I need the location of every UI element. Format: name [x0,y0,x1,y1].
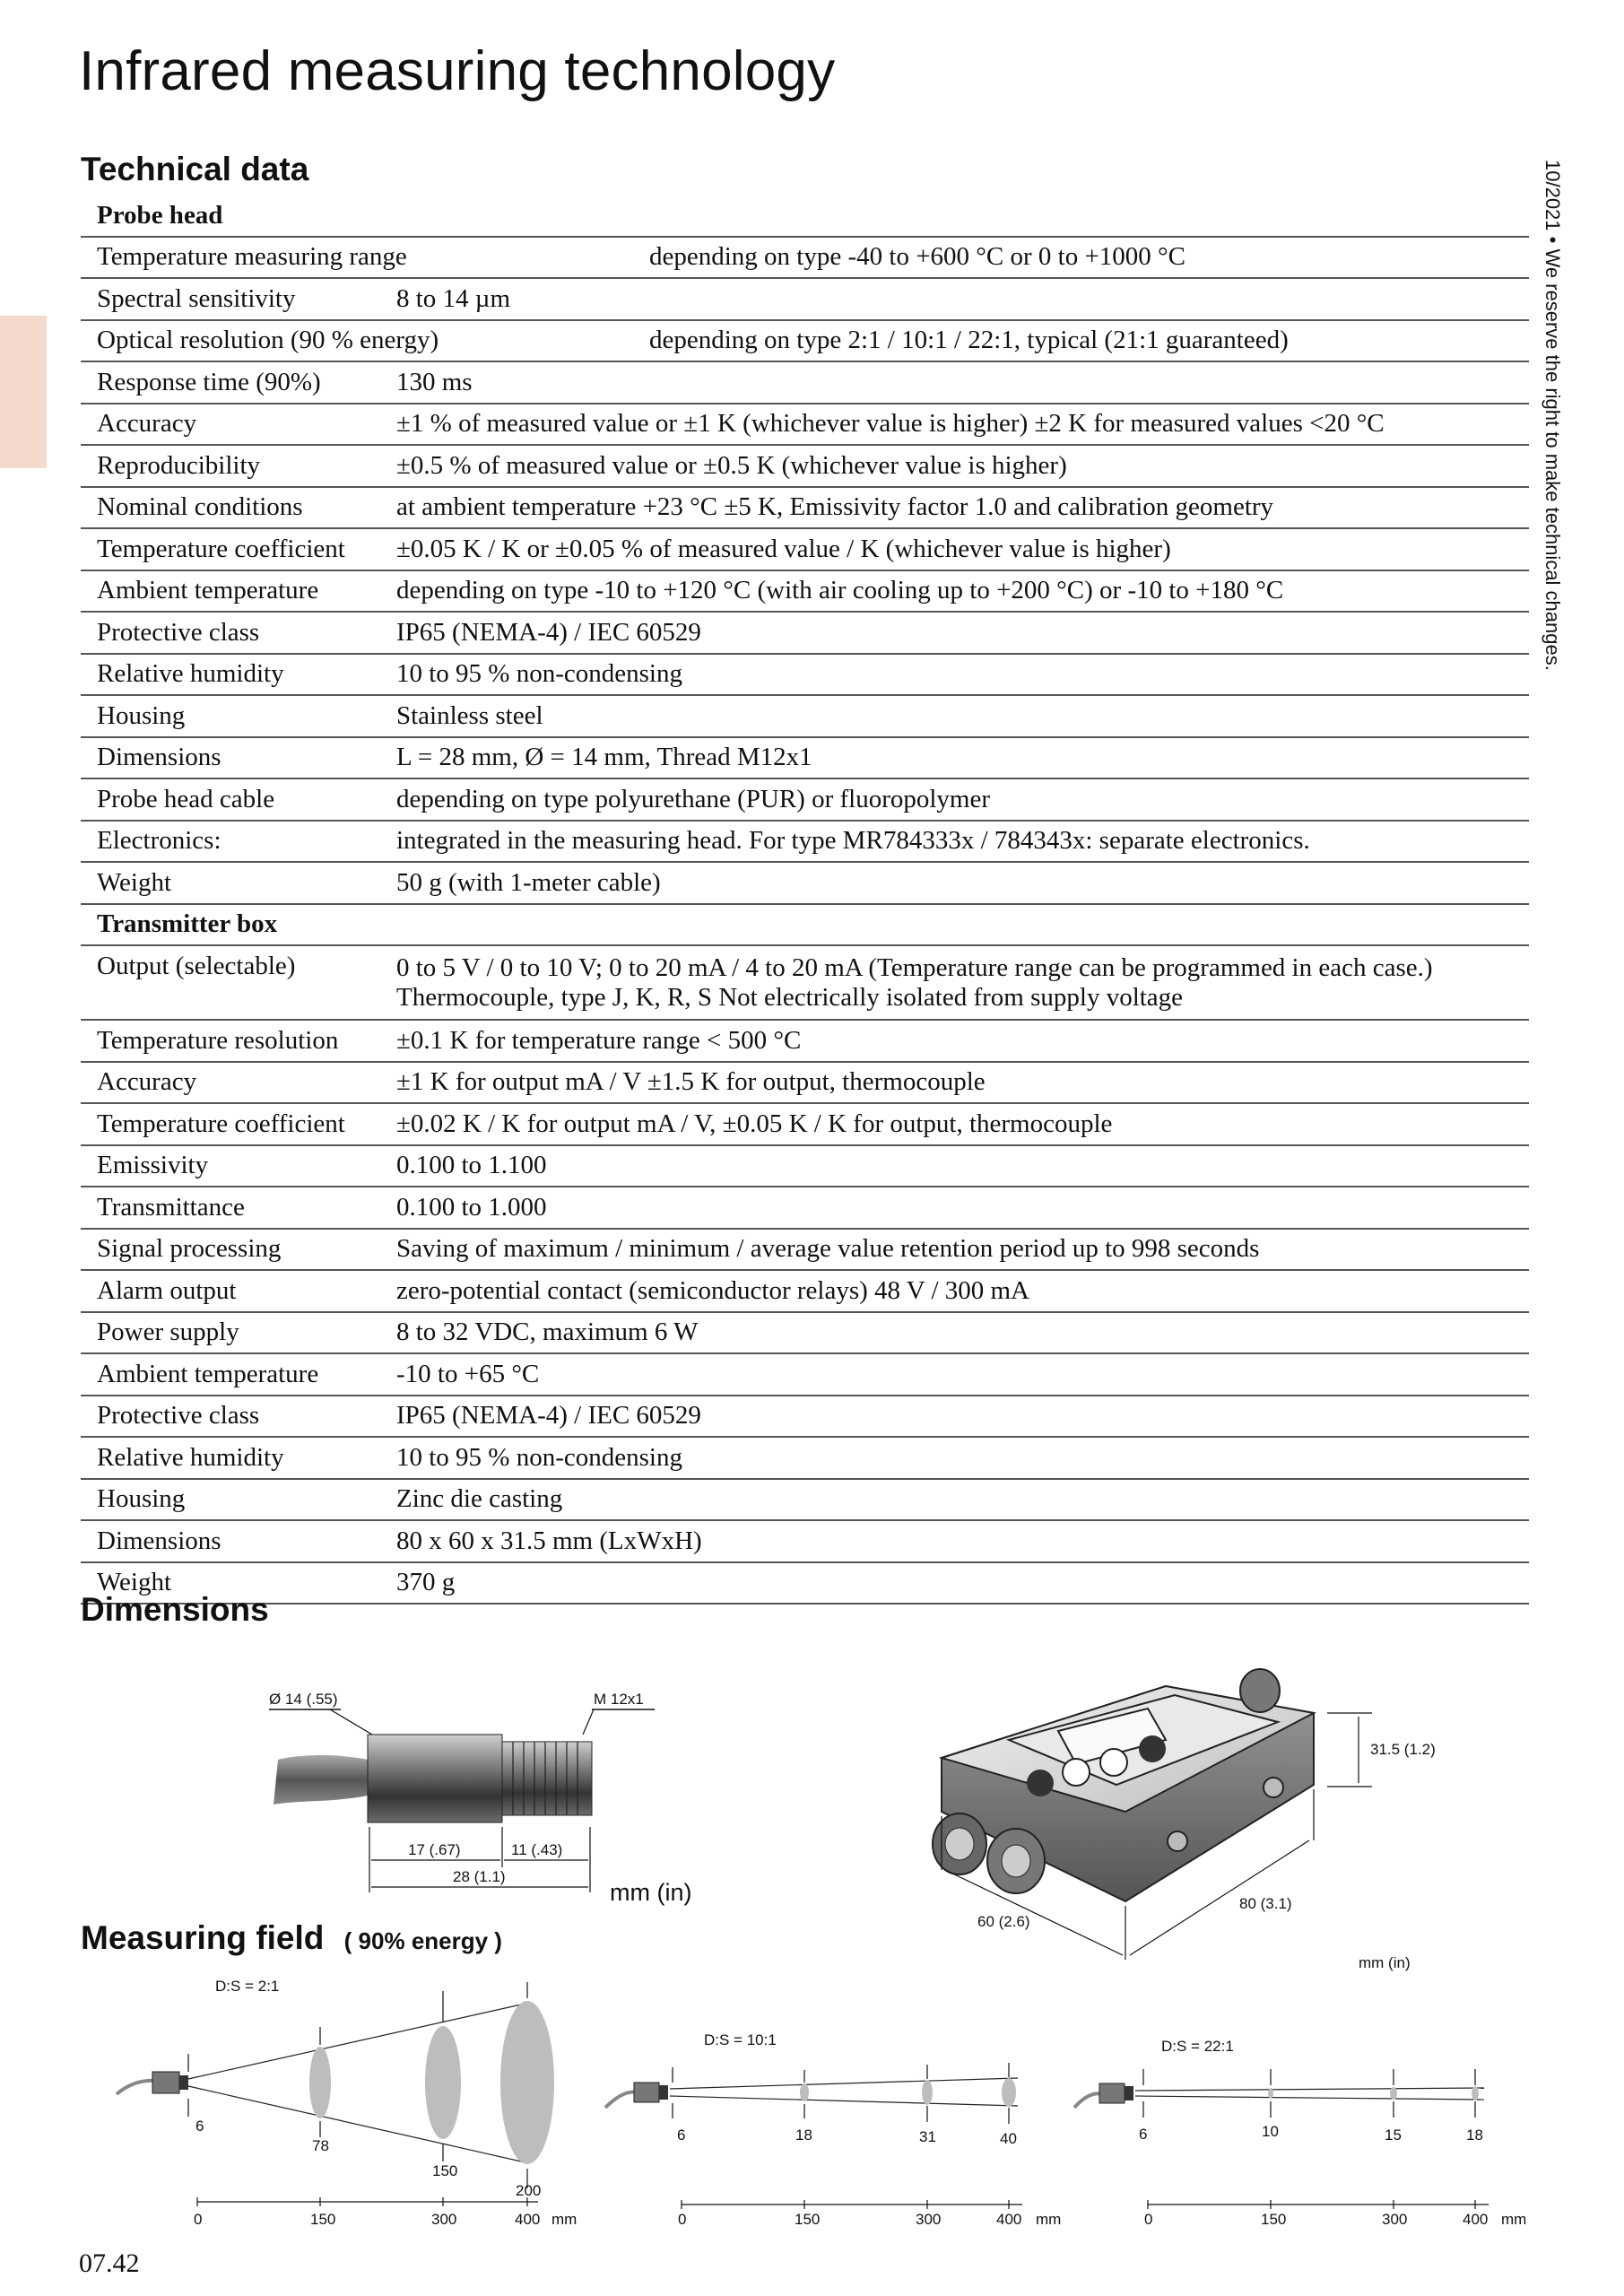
measuring-field-diagram-22-1 [1067,2022,1533,2233]
spec-value-cell [396,1145,1529,1187]
spec-value: L = 28 mm, Ø = 14 mm, Thread M12x1 [396,743,812,772]
spec-row-cell [81,237,1529,279]
spec-row-cell [81,320,1529,362]
spec-row [81,237,1529,279]
spec-label: Nominal conditions [81,487,396,529]
spec-row [81,1353,1529,1396]
spec-label: Housing [81,1479,396,1521]
spec-value-cell [396,1062,1529,1104]
axis-label: 150 [1261,2211,1287,2228]
spec-row [81,1062,1529,1104]
spec-row [81,695,1529,737]
spec-row [81,1020,1529,1062]
spec-value-cell [396,821,1529,863]
spec-label: Protective class [81,1396,396,1438]
spec-value: 130 ms [396,367,473,396]
axis-label: 400 [1463,2211,1489,2228]
spec-label: Temperature coefficient [81,1103,396,1145]
spot-label: 6 [677,2126,686,2144]
page-title: Infrared measuring technology [79,40,836,102]
accent-bar [0,316,47,468]
spec-label: Ambient temperature [81,1353,396,1396]
probe-units: mm (in) [610,1879,692,1906]
probe-total-label: 28 (1.1) [453,1868,506,1885]
axis-label: 0 [678,2211,687,2228]
axis-label: 0 [194,2211,203,2228]
spot-label: 18 [1466,2126,1483,2144]
spec-value-cell [396,862,1529,904]
spec-label: Dimensions [81,737,396,779]
ratio-label: D:S = 10:1 [704,2031,777,2048]
spec-value: Saving of maximum / minimum / average value retention period up to 998 seconds [396,1234,1260,1264]
side-note [1541,160,1580,716]
spot-label: 18 [795,2126,812,2144]
spec-label: Electronics: [81,821,396,863]
spec-row [81,612,1529,654]
box-height-label: 31.5 (1.2) [1370,1741,1436,1758]
axis-unit: mm [1036,2211,1062,2228]
spec-value-cell [396,1103,1529,1145]
spec-row [81,1270,1529,1312]
spec-label: Signal processing [81,1229,396,1271]
spec-value-cell [396,695,1529,737]
spec-row [81,1229,1529,1271]
spec-label: Response time (90%) [81,361,396,404]
spec-label: Weight [81,1562,396,1605]
spec-row [81,945,1529,1020]
spec-value: depending on type -10 to +120 °C (with air cooling up to +200 °C) or -10 to +180 °C [396,576,1284,605]
spec-value-cell [396,528,1529,570]
group-header: Transmitter box [81,904,1529,946]
spec-label: Relative humidity [81,654,396,696]
spec-row [81,404,1529,446]
spot-label: 200 [516,2182,542,2199]
spec-row [81,361,1529,404]
spec-row [81,654,1529,696]
spec-label: Emissivity [81,1145,396,1187]
spec-value-cell [396,1270,1529,1312]
spec-label: Relative humidity [81,1437,396,1479]
spec-value: 370 g [396,1568,456,1597]
spot-label: 6 [195,2118,204,2135]
spec-value: 50 g (with 1-meter cable) [396,867,661,897]
spot-label: 10 [1262,2123,1279,2140]
spec-value-cell [396,570,1529,613]
technical-data-heading: Technical data [81,151,309,187]
spec-row [81,1520,1529,1562]
spec-label: Temperature measuring range [97,242,407,272]
spec-label: Spectral sensitivity [81,278,396,320]
dimensions-heading: Dimensions [81,1591,269,1628]
probe-dia-label: Ø 14 (.55) [269,1691,338,1708]
spec-value: ±0.02 K / K for output mA / V, ±0.05 K / K for output, thermocouple [396,1109,1113,1138]
spec-row [81,778,1529,821]
spec-value: depending on type 2:1 / 10:1 / 22:1, typical (21:1 guaranteed) [649,326,1289,355]
spec-row [81,1187,1529,1229]
transmitter-box-drawing [906,1605,1462,2000]
probe-len1-label: 17 (.67) [408,1841,461,1858]
spot-label: 15 [1385,2126,1402,2144]
spot-label: 150 [432,2162,458,2179]
spot-label: 6 [1139,2126,1148,2143]
spec-row [81,1145,1529,1187]
spec-value-cell [396,1479,1529,1521]
axis-unit: mm [1501,2211,1527,2228]
measuring-field-title: Measuring field [81,1919,325,1956]
spec-value: IP65 (NEMA-4) / IEC 60529 [396,617,701,647]
ratio-label: D:S = 2:1 [215,1978,280,1995]
axis-label: 150 [310,2211,336,2228]
spec-value-cell [396,654,1529,696]
spec-row [81,528,1529,570]
spec-value: Zinc die casting [396,1484,563,1514]
spec-value-cell [396,1353,1529,1396]
axis-label: 300 [1382,2211,1408,2228]
box-units: mm (in) [1359,1954,1411,1971]
spec-value-cell [396,445,1529,487]
spec-value-cell [396,1187,1529,1229]
spec-row [81,570,1529,613]
spec-row [81,862,1529,904]
spec-value: 0 to 5 V / 0 to 10 V; 0 to 20 mA / 4 to 20 mA (Temperature range can be programmed in each case.) [396,952,1433,982]
spec-row [81,320,1529,362]
spec-value-cell [396,1396,1529,1438]
spec-value-cell [396,404,1529,446]
spot-label: 78 [312,2137,329,2154]
axis-label: 400 [996,2211,1022,2228]
spec-value: -10 to +65 °C [396,1359,540,1388]
spot-label: 40 [1000,2130,1017,2147]
axis-label: 150 [795,2211,821,2228]
spec-value: zero-potential contact (semiconductor relays) 48 V / 300 mA [396,1275,1029,1305]
probe-dimension-drawing [260,1670,726,1903]
box-width-label: 60 (2.6) [977,1913,1030,1930]
measuring-field-diagram-2-1 [108,1973,592,2233]
spec-value: ±1 K for output mA / V ±1.5 K for output, thermocouple [396,1067,986,1097]
spec-label: Power supply [81,1312,396,1354]
spec-value-cell [396,1020,1529,1062]
spec-row [81,1396,1529,1438]
axis-label: 300 [431,2211,457,2228]
spec-row [81,821,1529,863]
spec-label: Transmittance [81,1187,396,1229]
spec-value-cell [396,1437,1529,1479]
spec-value: integrated in the measuring head. For type MR784333x / 784343x: separate electronics. [396,826,1310,856]
spec-label: Dimensions [81,1520,396,1562]
spec-value: 80 x 60 x 31.5 mm (LxWxH) [396,1526,702,1555]
spec-label: Alarm output [81,1270,396,1312]
spec-value: 10 to 95 % non-condensing [396,659,682,689]
spec-label: Temperature resolution [81,1020,396,1062]
page-number: 07.42 [79,2248,140,2278]
spec-label: Temperature coefficient [81,528,396,570]
spec-value: ±0.1 K for temperature range < 500 °C [396,1025,802,1055]
spec-row [81,1312,1529,1354]
spec-value: IP65 (NEMA-4) / IEC 60529 [396,1401,701,1431]
axis-label: 300 [916,2211,942,2228]
probe-thread-label: M 12x1 [594,1691,644,1708]
spec-value: Stainless steel [396,700,543,730]
spec-value: 8 to 14 µm [396,283,511,313]
spec-value: 0.100 to 1.100 [396,1151,547,1180]
group-header-row [81,904,1529,946]
spec-value-cell [396,945,1529,1020]
box-length-label: 80 (3.1) [1239,1895,1292,1912]
spec-label: Weight [81,862,396,904]
spec-value: ±0.5 % of measured value or ±0.5 K (whichever value is higher) [396,450,1067,480]
spec-value: 0.100 to 1.000 [396,1192,547,1222]
technical-data-table [81,196,1529,1605]
spec-value-cell [396,1312,1529,1354]
spec-value-cell [396,361,1529,404]
measuring-field-diagram-10-1 [596,2018,1063,2233]
spec-value-cell [396,612,1529,654]
spec-row [81,737,1529,779]
spec-value: 8 to 32 VDC, maximum 6 W [396,1318,699,1347]
spec-label: Reproducibility [81,445,396,487]
measuring-field-heading [81,1919,502,1957]
spec-value-cell [396,487,1529,529]
spec-label: Accuracy [81,404,396,446]
axis-unit: mm [551,2211,578,2228]
spec-value-cell [396,1229,1529,1271]
spec-value: depending on type polyurethane (PUR) or fluoropolymer [396,784,991,813]
spec-label: Output (selectable) [81,945,396,1020]
spec-value-cell [396,1520,1529,1562]
spec-row [81,445,1529,487]
spec-label: Accuracy [81,1062,396,1104]
axis-label: 0 [1144,2211,1153,2228]
measuring-field-subtitle: ( 90% energy ) [343,1927,502,1954]
spec-row [81,1437,1529,1479]
ratio-label: D:S = 22:1 [1161,2038,1234,2055]
spec-value-cell [396,278,1529,320]
spec-value-cell [396,737,1529,779]
spec-value-line2: Thermocouple, type J, K, R, S Not electrically isolated from supply voltage [396,982,1184,1012]
axis-label: 400 [515,2211,541,2228]
spec-row [81,1103,1529,1145]
group-header: Probe head [81,196,1529,237]
group-header-row [81,196,1529,237]
spec-row [81,1479,1529,1521]
probe-len2-label: 11 (.43) [511,1841,563,1858]
spec-row [81,487,1529,529]
spec-value: ±0.05 K / K or ±0.05 % of measured value / K (whichever value is higher) [396,534,1171,563]
spec-value: depending on type -40 to +600 °C or 0 to +1000 °C [649,242,1185,272]
spec-label: Housing [81,695,396,737]
spec-value-cell [396,1562,1529,1605]
spec-label: Optical resolution (90 % energy) [97,326,439,355]
spec-label: Protective class [81,612,396,654]
spec-value: 10 to 95 % non-condensing [396,1442,682,1472]
spec-value: ±1 % of measured value or ±1 K (whichever value is higher) ±2 K for measured values <20 °C [396,409,1385,439]
spec-value-cell [396,778,1529,821]
spec-label: Ambient temperature [81,570,396,613]
spec-value: at ambient temperature +23 °C ±5 K, Emissivity factor 1.0 and calibration geometry [396,492,1274,522]
spec-label: Probe head cable [81,778,396,821]
spec-row [81,278,1529,320]
spec-row [81,1562,1529,1605]
side-note-text: 10/2021 • We reserve the right to make technical changes. [1541,160,1564,671]
spot-label: 31 [919,2128,936,2145]
